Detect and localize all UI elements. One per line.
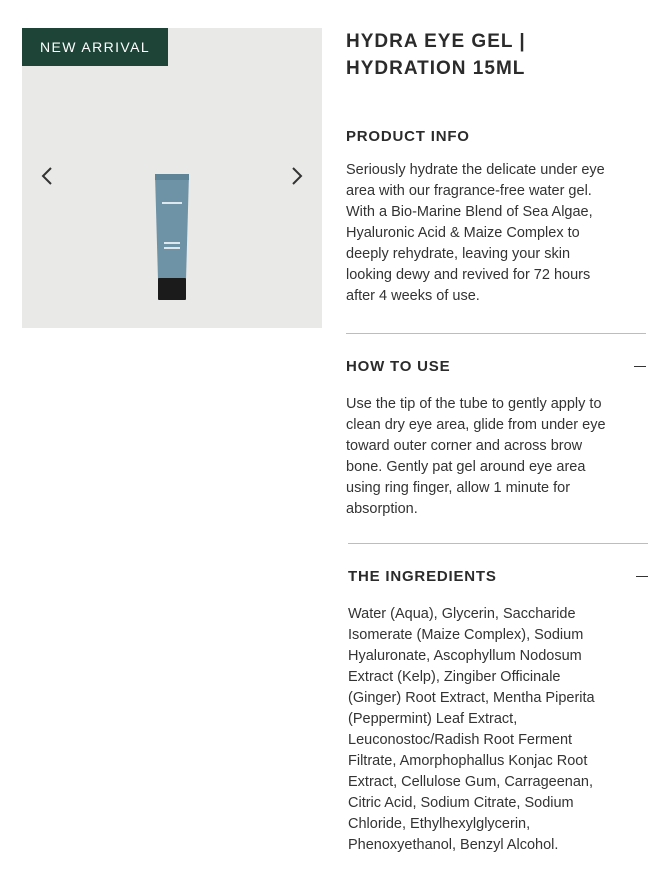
how-to-use-content [346, 394, 650, 520]
minus-icon[interactable] [636, 576, 648, 578]
product-info-heading: PRODUCT INFO [346, 128, 470, 145]
ingredients-line: Phenoxyethanol, Benzyl Alcohol. [348, 837, 559, 853]
product-info-line: Hyaluronic Acid & Maize Complex to [346, 225, 580, 241]
ingredients-line: Leuconostoc/Radish Root Ferment [348, 732, 573, 748]
how-to-use-line: using ring finger, allow 1 minute for [346, 480, 571, 496]
product-title-line-2: HYDRATION 15ML [346, 58, 526, 79]
product-details [346, 28, 646, 82]
product-info-line: deeply rehydrate, leaving your skin [346, 246, 571, 262]
how-to-use-toggle[interactable] [346, 358, 646, 375]
how-to-use-line: Use the tip of the tube to gently apply to [346, 396, 602, 412]
how-to-use-line: clean dry eye area, glide from under eye [346, 417, 606, 433]
product-info-section [346, 128, 646, 307]
ingredients-heading: THE INGREDIENTS [348, 568, 497, 585]
ingredients-line: Chloride, Ethylhexylglycerin, [348, 816, 531, 832]
ingredients-line: Water (Aqua), Glycerin, Saccharide [348, 606, 576, 622]
ingredients-toggle[interactable] [348, 568, 648, 585]
how-to-use-heading: HOW TO USE [346, 358, 451, 375]
ingredients-line: (Ginger) Root Extract, Mentha Piperita [348, 690, 595, 706]
product-info-line: after 4 weeks of use. [346, 288, 480, 304]
ingredients-line: (Peppermint) Leaf Extract, [348, 711, 518, 727]
product-title [346, 28, 646, 82]
ingredients-line: Extract (Kelp), Zingiber Officinale [348, 669, 561, 685]
how-to-use-line: toward outer corner and across brow [346, 438, 583, 454]
how-to-use-line: absorption. [346, 501, 418, 517]
new-arrival-badge: NEW ARRIVAL [22, 28, 168, 66]
product-info-line: Seriously hydrate the delicate under eye [346, 162, 605, 178]
product-info-description [346, 160, 646, 307]
minus-icon[interactable] [634, 366, 646, 368]
product-title-line-1: HYDRA EYE GEL | [346, 31, 526, 52]
ingredients-line: Filtrate, Amorphophallus Konjac Root [348, 753, 588, 769]
product-image [152, 172, 192, 307]
chevron-left-icon[interactable] [36, 164, 60, 188]
product-info-line: area with our fragrance-free water gel. [346, 183, 592, 199]
ingredients-line: Isomerate (Maize Complex), Sodium [348, 627, 584, 643]
chevron-right-icon[interactable] [284, 164, 308, 188]
ingredients-line: Extract, Cellulose Gum, Carrageenan, [348, 774, 593, 790]
ingredients-line: Citric Acid, Sodium Citrate, Sodium [348, 795, 574, 811]
divider [346, 333, 646, 334]
product-info-line: looking dewy and revived for 72 hours [346, 267, 591, 283]
ingredients-line: Hyaluronate, Ascophyllum Nodosum [348, 648, 582, 664]
how-to-use-line: bone. Gently pat gel around eye area [346, 459, 586, 475]
ingredients-content [348, 604, 652, 856]
divider [348, 543, 648, 544]
product-info-line: With a Bio-Marine Blend of Sea Algae, [346, 204, 593, 220]
product-image-gallery[interactable] [22, 28, 322, 328]
